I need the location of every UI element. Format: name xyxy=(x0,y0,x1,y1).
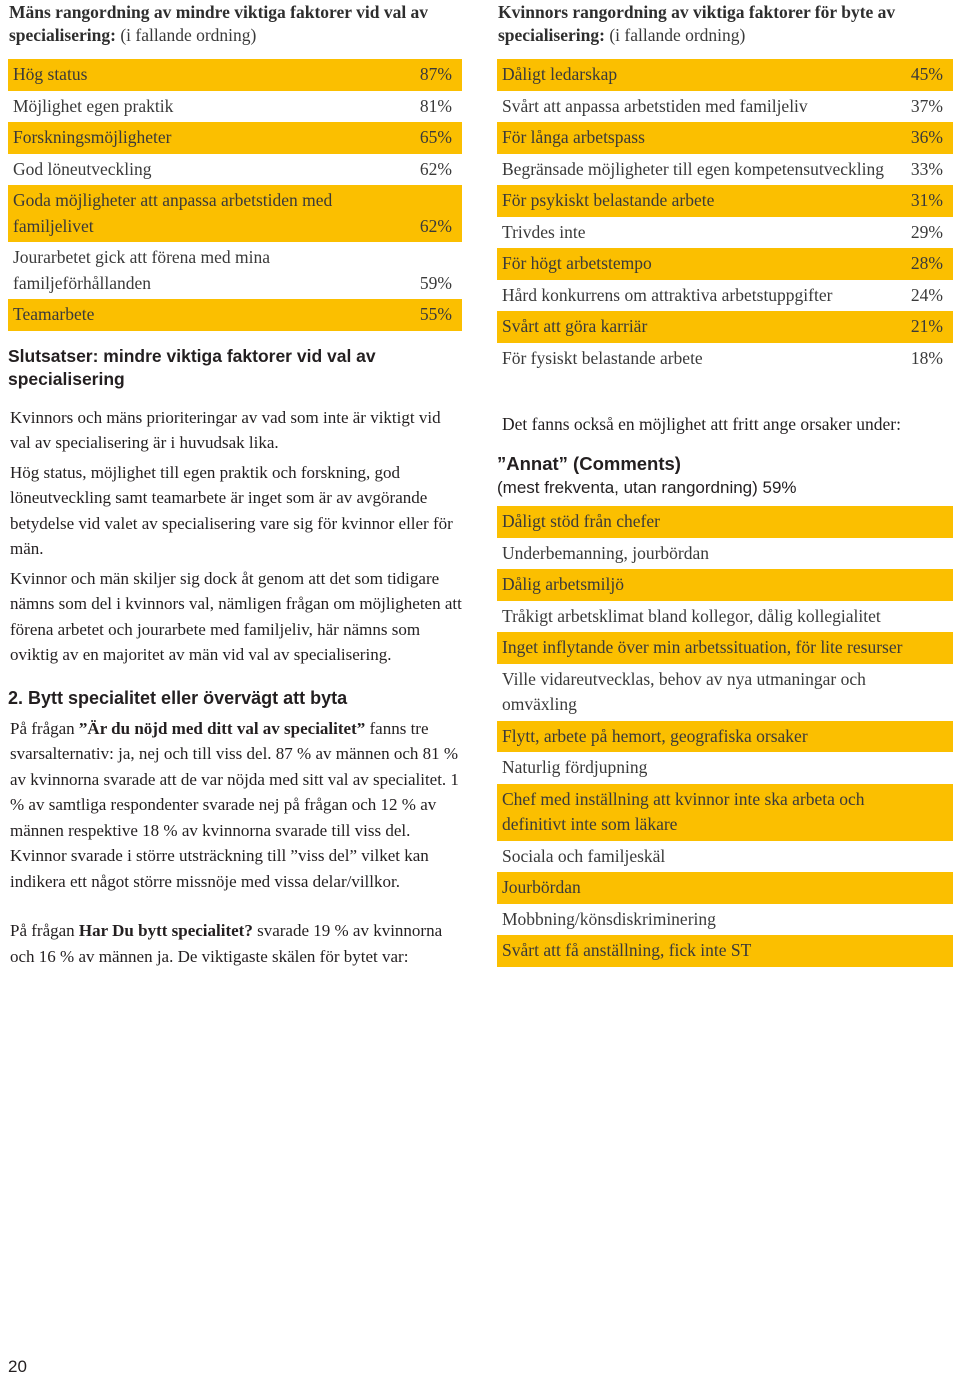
list-item: Inget inflytande över min arbetssituation, för lite resurser xyxy=(497,632,953,664)
list-item: Dåligt ledarskap 45% xyxy=(497,59,953,91)
annat-subheading: (mest frekventa, utan rangordning) 59% xyxy=(497,478,797,497)
page-number: 20 xyxy=(8,1357,27,1376)
list-item: Svårt att anpassa arbetstiden med familjeliv 37% xyxy=(502,95,943,116)
list-item: Teamarbete 55% xyxy=(8,299,462,331)
conclusions-heading: Slutsatser: mindre viktiga faktorer vid val av specialisering xyxy=(8,345,376,389)
list-item: Forskningsmöjligheter 65% xyxy=(8,122,462,154)
right-column xyxy=(497,0,953,967)
question-paragraph: På frågan ”Är du nöjd med ditt val av specialitet” fanns tre svarsalternativ: ja, nej och till viss del. 87 % av männen och 81 % av kvinnorna svarade att de var nöjda med sitt val av specialitet. 1 % av samtliga respondenter svarade nej på frågan och 12 % av männen respektive 18 % av kvinnorna svarade till viss del. Kvinnor svarade i större utsträckning till ”viss del” vilket kan indikera ett något större missnöje med vissa delar/villkor. xyxy=(10,718,459,891)
list-item: Dåligt stöd från chefer xyxy=(497,506,953,538)
women-ranking-title: Kvinnors rangordning av viktiga faktorer för byte av specialisering: (i fallande ordning) xyxy=(498,2,896,45)
list-item: För fysiskt belastande arbete 18% xyxy=(502,347,943,368)
list-item: Hård konkurrens om attraktiva arbetstuppgifter 24% xyxy=(502,284,943,305)
men-ranking-title: Mäns rangordning av mindre viktiga faktorer vid val av specialisering: (i fallande ordning) xyxy=(9,2,429,45)
list-item: Dålig arbetsmiljö xyxy=(497,569,953,601)
annat-heading: ”Annat” (Comments) xyxy=(497,453,681,474)
list-item: Ville vidareutvecklas, behov av nya utmaningar och omväxling xyxy=(502,668,866,714)
men-ranking-list xyxy=(8,59,462,331)
list-item: Svårt att få anställning, fick inte ST xyxy=(497,935,953,967)
list-item: Jourarbetet gick att förena med mina familjeförhållanden 59% xyxy=(13,247,452,293)
list-item: God löneutveckling 62% xyxy=(13,158,452,179)
list-item: Flytt, arbete på hemort, geografiska orsaker xyxy=(497,721,953,753)
body-paragraph: Kvinnor och män skiljer sig dock åt genom att det som tidigare nämns som del i kvinnors val, nämligen frågan om möjligheten att förena arbetet och jourarbete med familjeliv, här nämns som oviktig av en majoritet av män vid val av specialisering. xyxy=(10,568,462,664)
annat-list xyxy=(497,506,953,967)
list-item: Sociala och familjeskäl xyxy=(502,845,666,866)
list-item: Goda möjligheter att anpassa arbetstiden med familjelivet 62% xyxy=(8,185,462,242)
free-text-note: Det fanns också en möjlighet att fritt ange orsaker under: xyxy=(502,414,901,434)
list-item: Hög status 87% xyxy=(8,59,462,91)
list-item: Svårt att göra karriär 21% xyxy=(497,311,953,343)
list-item: Underbemanning, jourbördan xyxy=(502,542,710,563)
list-item: För psykiskt belastande arbete 31% xyxy=(497,185,953,217)
list-item: Möjlighet egen praktik 81% xyxy=(13,95,452,116)
list-item: Trivdes inte 29% xyxy=(502,221,943,242)
women-ranking-list xyxy=(497,59,953,374)
list-item: För långa arbetspass 36% xyxy=(497,122,953,154)
list-item: Naturlig fördjupning xyxy=(502,757,648,777)
body-paragraph: Kvinnors och mäns prioriteringar av vad som inte är viktigt vid val av specialisering är i huvudsak lika. xyxy=(10,407,441,452)
body-paragraph: Hög status, möjlighet till egen praktik och forskning, god löneutveckling samt teamarbete är inget som är av avgörande betydelse vid valet av specialisering vare sig för kvinnor eller för män. xyxy=(10,462,453,558)
list-item: Chef med inställning att kvinnor inte ska arbeta och definitivt inte som läkare xyxy=(497,784,953,841)
list-item: Mobbning/könsdiskriminering xyxy=(502,908,716,929)
left-column xyxy=(8,0,462,969)
question-paragraph: På frågan Har Du bytt specialitet? svarade 19 % av kvinnorna och 16 % av männen ja. De viktigaste skälen för bytet var: xyxy=(10,921,443,966)
section-heading: 2. Bytt specialitet eller övervägt att byta xyxy=(8,687,348,708)
list-item: Jourbördan xyxy=(497,872,953,904)
list-item: För högt arbetstempo 28% xyxy=(497,248,953,280)
list-item: Begränsade möjligheter till egen kompetensutveckling 33% xyxy=(502,158,943,179)
list-item: Tråkigt arbetsklimat bland kollegor, dålig kollegialitet xyxy=(502,605,881,626)
